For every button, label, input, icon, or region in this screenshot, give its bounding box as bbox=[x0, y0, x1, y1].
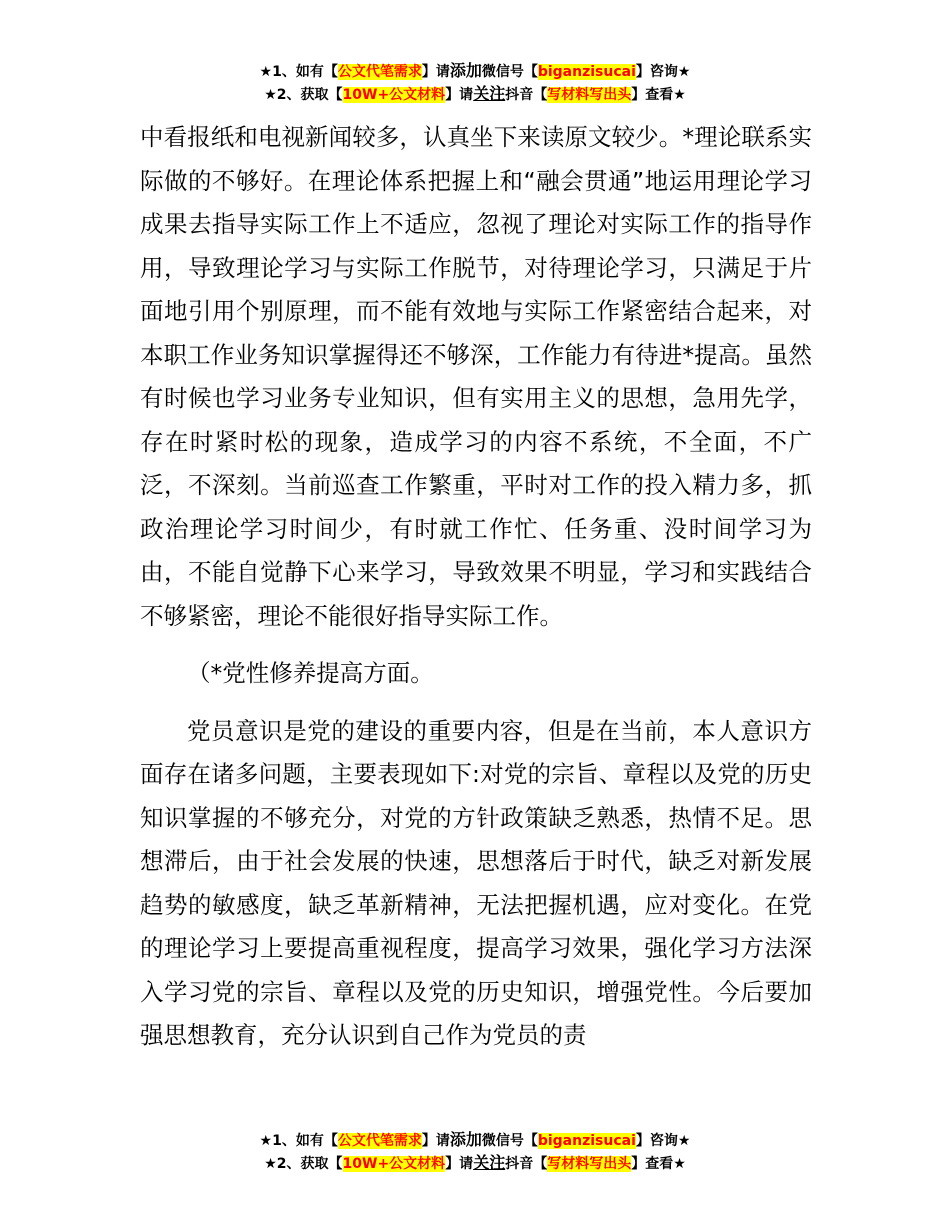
header-banner bbox=[0, 60, 950, 106]
wechat-id: biganzisucai bbox=[537, 1133, 636, 1149]
highlight-text: 10W+公文材料 bbox=[342, 1156, 446, 1172]
banner-text: 微信号【 bbox=[481, 64, 538, 80]
douyin-id: 写材料写出头 bbox=[547, 87, 632, 103]
banner-text: ★2、获取【 bbox=[264, 1156, 343, 1172]
banner-text: 抖音【 bbox=[505, 1156, 548, 1172]
banner-text: ★1、如有【 bbox=[259, 64, 338, 80]
emphasis-text: 关注 bbox=[473, 84, 506, 103]
banner-line-1 bbox=[0, 60, 950, 83]
banner-text: ★2、获取【 bbox=[264, 87, 343, 103]
banner-text: 】查看★ bbox=[631, 87, 686, 103]
banner-text: 微信号【 bbox=[481, 1133, 538, 1149]
banner-text: 】查看★ bbox=[631, 1156, 686, 1172]
wechat-id: biganzisucai bbox=[537, 64, 636, 80]
douyin-id: 写材料写出头 bbox=[547, 1156, 632, 1172]
section-heading: （*党性修养提高方面。 bbox=[187, 659, 434, 687]
banner-line-1 bbox=[0, 1129, 950, 1152]
banner-text: 抖音【 bbox=[505, 87, 548, 103]
banner-text: 】请 bbox=[421, 1133, 450, 1149]
banner-text: 】请 bbox=[445, 87, 474, 103]
emphasis-text: 添加 bbox=[449, 1130, 482, 1149]
banner-line-2 bbox=[0, 83, 950, 106]
footer-banner bbox=[0, 1129, 950, 1175]
emphasis-text: 添加 bbox=[449, 61, 482, 80]
emphasis-text: 关注 bbox=[473, 1153, 506, 1172]
banner-text: 】咨询★ bbox=[635, 1133, 691, 1149]
banner-text: 】请 bbox=[421, 64, 450, 80]
paragraph-1: 中看报纸和电视新闻较多，认真坐下来读原文较少。*理论联系实际做的不够好。在理论体系把握上和“融会贯通”地运用理论学习成果去指导实际工作上不适应，忽视了理论对实际工作的指导作用，导致理论学习与实际工作脱节，对待理论学习，只满足于片面地引用个别原理，而不能有效地与实际工作紧密结合起来，对本职工作业务知识掌握得还不够深，工作能力有待进*提高。虽然有时候也学习业务专业知识，但有实用主义的思想，急用先学，存在时紧时松的现象，造成学习的内容不系统，不全面，不广泛，不深刻。当前巡查工作繁重，平时对工作的投入精力多，抓政治理论学习时间少，有时就工作忙、任务重、没时间学习为由，不能自觉静下心来学习，导致效果不明显，学习和实践结合不够紧密，理论不能很好指导实际工作。 bbox=[140, 123, 812, 630]
highlight-text: 公文代笔需求 bbox=[337, 64, 422, 80]
banner-text: 】咨询★ bbox=[635, 64, 691, 80]
highlight-text: 公文代笔需求 bbox=[337, 1133, 422, 1149]
banner-text: ★1、如有【 bbox=[259, 1133, 338, 1149]
highlight-text: 10W+公文材料 bbox=[342, 87, 446, 103]
banner-text: 】请 bbox=[445, 1156, 474, 1172]
document-body bbox=[140, 116, 812, 1058]
banner-line-2 bbox=[0, 1152, 950, 1175]
paragraph-2: 党员意识是党的建设的重要内容，但是在当前，本人意识方面存在诸多问题，主要表现如下:对党的宗旨、章程以及党的历史知识掌握的不够充分，对党的方针政策缺乏熟悉，热情不足。思想滞后，由于社会发展的快速，思想落后于时代，缺乏对新发展趋势的敏感度，缺乏革新精神，无法把握机遇，应对变化。在党的理论学习上要提高重视程度，提高学习效果，强化学习方法深入学习党的宗旨、章程以及党的历史知识，增强党性。今后要加强思想教育，充分认识到自己作为党员的责 bbox=[140, 716, 812, 1049]
